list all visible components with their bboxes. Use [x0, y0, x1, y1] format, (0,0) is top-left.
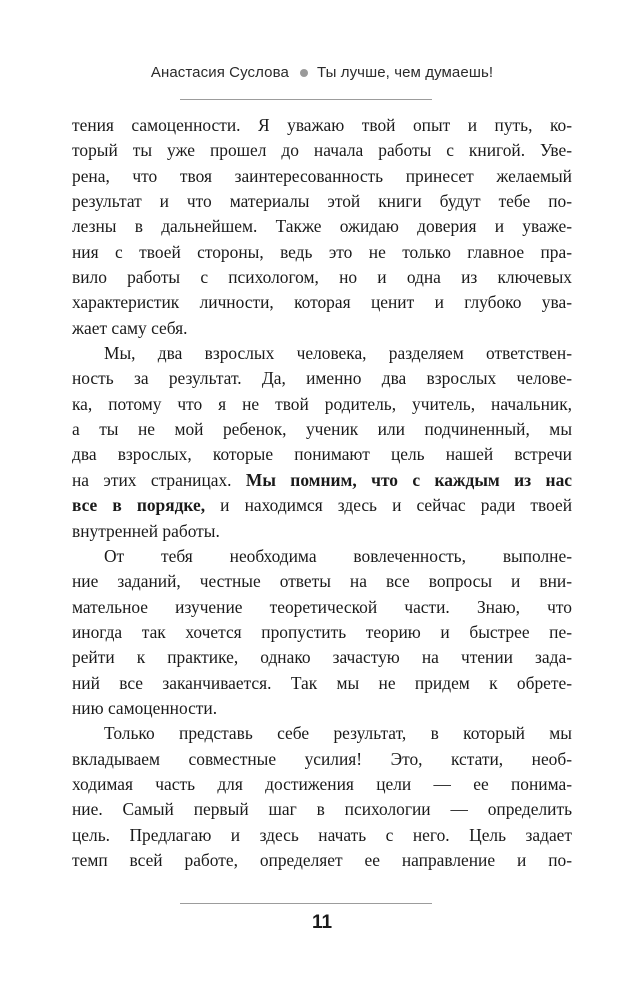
- text-line: [72, 493, 572, 518]
- text-line: торый ты уже прошел до начала работы с книгой. Уве-: [72, 140, 572, 161]
- text-fragment: на этих страницах.: [72, 469, 246, 490]
- running-header: [0, 64, 644, 81]
- text-line: характеристик личности, которая ценит и глубоко ува-: [72, 292, 572, 313]
- paragraph-4: [72, 721, 572, 873]
- paragraph-3: [72, 544, 572, 721]
- text-line: внутренней работы.: [72, 520, 220, 541]
- header-separator-dot: [300, 69, 308, 77]
- text-line: рена, что твоя заинтересованность принесет желаемый: [72, 165, 572, 186]
- text-line: тения самоценности. Я уважаю твой опыт и путь, ко-: [72, 115, 572, 135]
- bold-emphasis: все в порядке,: [72, 495, 206, 516]
- text-line: ний все заканчивается. Так мы не придем к обрете-: [72, 672, 572, 693]
- text-line: результат и что материалы этой книги будут тебе по-: [72, 191, 572, 212]
- header-rule: [180, 99, 432, 100]
- page-number: 11: [311, 912, 333, 933]
- text-line: два взрослых, которые понимают цель нашей встречи: [72, 444, 572, 465]
- footer-rule: [180, 903, 432, 904]
- paragraph-2: [72, 341, 572, 544]
- text-fragment: и находимся здесь и сейчас ради твоей: [205, 495, 572, 516]
- text-line: вкладываем совместные усилия! Это, кстати, необ-: [72, 748, 572, 769]
- text-line: иногда так хочется пропустить теорию и быстрее пе-: [72, 621, 572, 642]
- text-line: вило работы с психологом, но и одна из ключевых: [72, 267, 572, 288]
- text-line: ка, потому что я не твой родитель, учитель, начальник,: [72, 393, 572, 414]
- text-line: [72, 468, 572, 493]
- text-line: цель. Предлагаю и здесь начать с него. Цель задает: [72, 824, 572, 845]
- text-line: ность за результат. Да, именно два взрослых челове-: [72, 368, 572, 389]
- text-line: От тебя необходима вовлеченность, выполне-: [104, 545, 572, 566]
- text-line: лезны в дальнейшем. Также ожидаю доверия и уваже-: [72, 216, 572, 237]
- text-line: нию самоценности.: [72, 697, 218, 718]
- text-line: ходимая часть для достижения цели — ее понима-: [72, 773, 572, 794]
- header-book-title: Ты лучше, чем думаешь!: [316, 64, 494, 81]
- text-line: жает саму себя.: [72, 317, 188, 338]
- bold-emphasis: Мы помним, что с каждым из нас: [245, 469, 572, 490]
- text-line: а ты не мой ребенок, ученик или подчиненный, мы: [72, 419, 572, 440]
- paragraph-1: [72, 113, 572, 341]
- text-line: мательное изучение теоретической части. Знаю, что: [72, 596, 572, 617]
- header-author: Анастасия Суслова: [150, 64, 289, 81]
- text-line: темп всей работе, определяет ее направление и по-: [72, 849, 572, 870]
- page-body: [72, 113, 572, 873]
- text-line: Мы, два взрослых человека, разделяем ответствен-: [104, 343, 572, 364]
- text-line: рейти к практике, однако зачастую на чтении зада-: [72, 647, 572, 668]
- text-line: ние. Самый первый шаг в психологии — определить: [72, 799, 572, 820]
- text-line: ния с твоей стороны, ведь это не только главное пра-: [72, 241, 572, 262]
- text-line: Только представь себе результат, в который мы: [104, 723, 572, 744]
- text-line: ние заданий, честные ответы на все вопросы и вни-: [72, 571, 572, 592]
